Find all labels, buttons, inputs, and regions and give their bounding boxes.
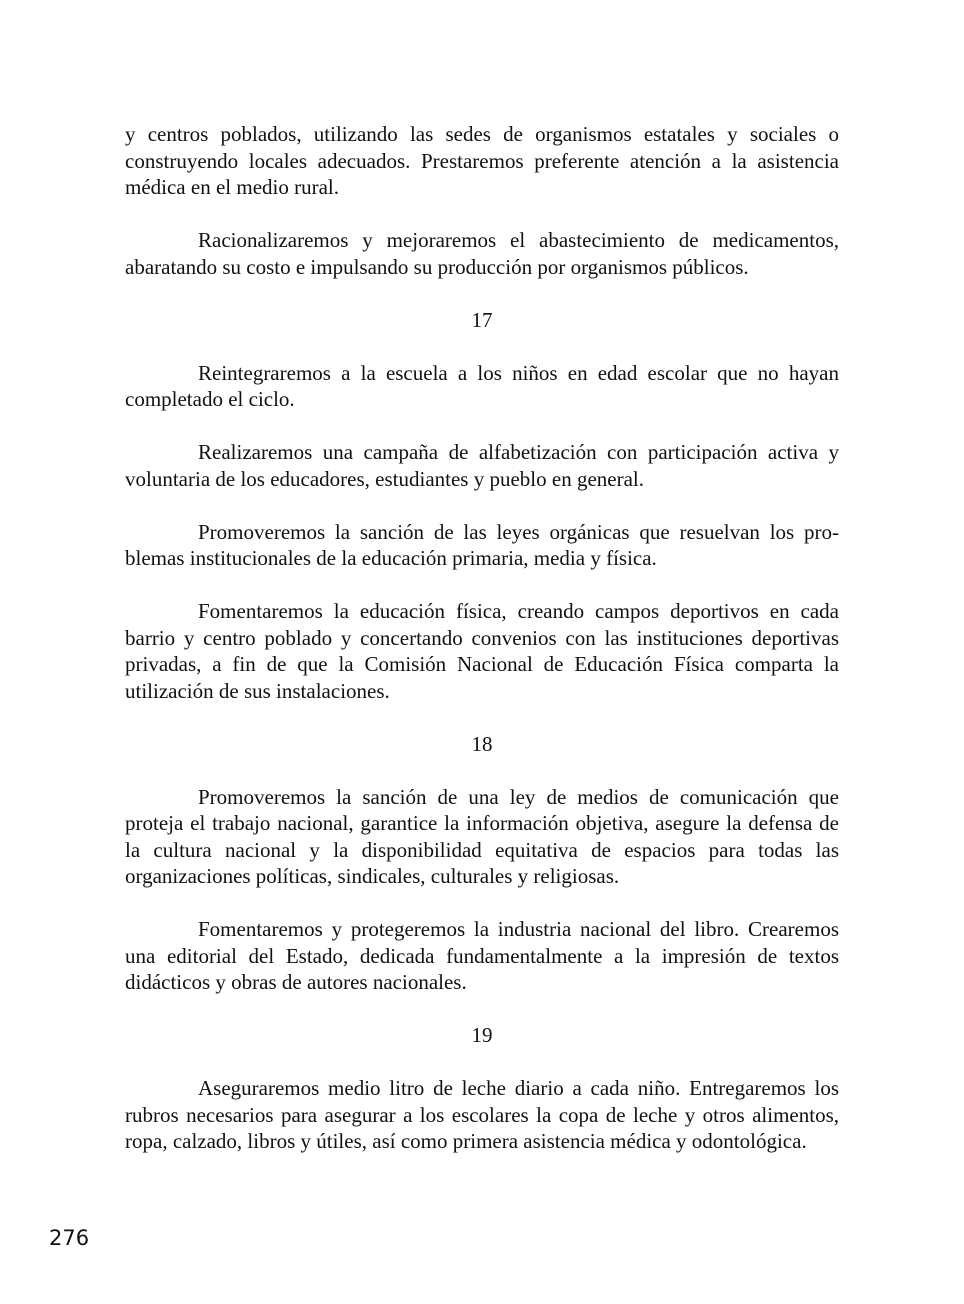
section-number-19: 19 xyxy=(471,1023,493,1047)
section-number-18: 18 xyxy=(471,731,493,756)
section-number-17: 17 xyxy=(471,307,493,332)
paragraph-health-centers: y centros poblados, utilizando las sedes de organismos estatales y sociales o construyendo locales adecuados. Prestaremos preferente atención a la asistencia médica en el medio rural. xyxy=(125,122,839,199)
paragraph-literacy-campaign: Realizaremos una campaña de alfabetización con participación activa y voluntaria de los educadores, estudiantes y pueblo en general. xyxy=(125,440,839,491)
paragraph-milk-program: Aseguraremos medio litro de leche diario a cada niño. Entregaremos los rubros necesarios para asegurar a los escolares la copa de leche y otros alimentos, ropa, calzado, libros y útiles, así como primera asistencia médica y odontológica. xyxy=(125,1076,839,1153)
paragraph-physical-education: Fomentaremos la educación física, creando campos deportivos en cada barrio y centro poblado y concertando convenios con las instituciones deportivas privadas, a fin de que la Comisión Nacional de Educación Física comparta la utilización de sus instalaciones. xyxy=(125,599,839,703)
paragraph-school-reintegration: Reintegraremos a la escuela a los niños en edad escolar que no hayan completado el ciclo. xyxy=(125,360,839,411)
paragraph-organic-laws: Promoveremos la sanción de las leyes orgánicas que resuelvan los problemas institucionales de la educación primaria, media y física. xyxy=(125,519,839,570)
page-number: 276 xyxy=(49,1226,90,1250)
paragraph-media-law: Promoveremos la sanción de una ley de medios de comunicación que proteja el trabajo nacional, garantice la información objetiva, asegure la defensa de la cultura nacional y la disponibilidad equitativa de espacios para todas las organizaciones políticas, sindicales, culturales y religiosas. xyxy=(125,784,839,888)
paragraph-medicines: Racionalizaremos y mejoraremos el abastecimiento de medicamentos, abaratando su costo e impulsando su producción por organismos públicos. xyxy=(125,228,839,279)
document-body xyxy=(125,121,839,1181)
paragraph-book-industry: Fomentaremos y protegeremos la industria nacional del libro. Crearemos una editorial del Estado, dedicada fundamentalmente a la impresión de textos didácticos y obras de autores nacionales. xyxy=(125,917,839,994)
